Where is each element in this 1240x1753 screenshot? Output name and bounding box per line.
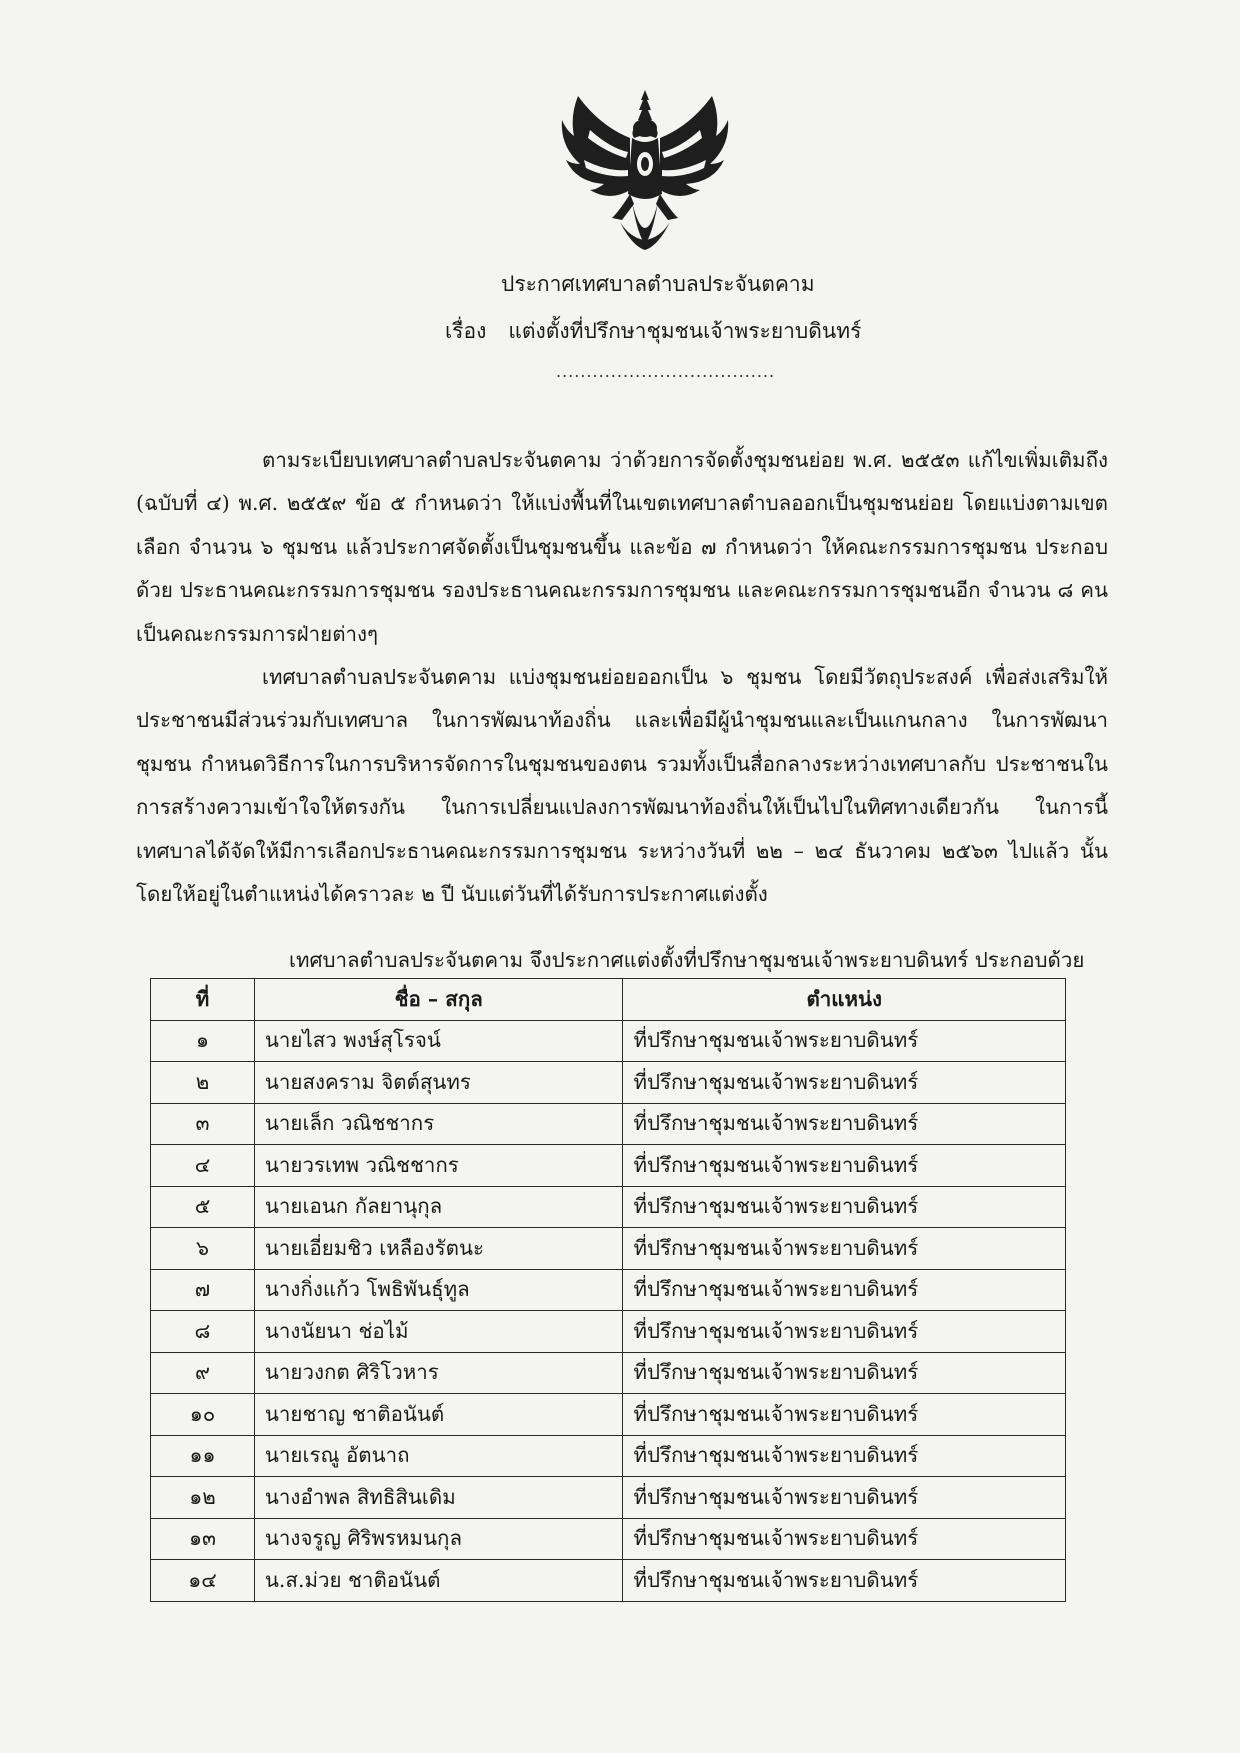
cell-position: ที่ปรึกษาชุมชนเจ้าพระยาบดินทร์ bbox=[623, 1311, 1066, 1353]
cell-name: นายชาญ ชาติอนันต์ bbox=[254, 1394, 623, 1436]
cell-name: นางจรูญ ศิริพรหมนกุล bbox=[254, 1518, 623, 1560]
subject-label: เรื่อง bbox=[445, 319, 487, 343]
cell-position: ที่ปรึกษาชุมชนเจ้าพระยาบดินทร์ bbox=[623, 1269, 1066, 1311]
table-row bbox=[151, 1518, 1066, 1560]
cell-position: ที่ปรึกษาชุมชนเจ้าพระยาบดินทร์ bbox=[623, 1145, 1066, 1187]
table-row bbox=[151, 1103, 1066, 1145]
header-number: ที่ bbox=[151, 979, 255, 1021]
announcement-subject bbox=[445, 315, 861, 348]
table-header-row bbox=[151, 979, 1066, 1021]
table-row bbox=[151, 1186, 1066, 1228]
cell-number: ๑๔ bbox=[151, 1560, 255, 1602]
cell-name: นายเอี่ยมชิว เหลืองรัตนะ bbox=[254, 1228, 623, 1270]
cell-number: ๑๐ bbox=[151, 1394, 255, 1436]
table-row bbox=[151, 1435, 1066, 1477]
cell-name: นางนัยนา ช่อไม้ bbox=[254, 1311, 623, 1353]
cell-name: นายไสว พงษ์สุโรจน์ bbox=[254, 1020, 623, 1062]
table-row bbox=[151, 1062, 1066, 1104]
cell-position: ที่ปรึกษาชุมชนเจ้าพระยาบดินทร์ bbox=[623, 1020, 1066, 1062]
table-row bbox=[151, 1269, 1066, 1311]
cell-number: ๔ bbox=[151, 1145, 255, 1187]
paragraph-purpose: เทศบาลตำบลประจันตคาม แบ่งชุมชนย่อยออกเป็น ๖ ชุมชน โดยมีวัตถุประสงค์ เพื่อส่งเสริมให้ประชาชนมีส่วนร่วมกับเทศบาล ในการพัฒนาท้องถิ่น และเพื่อมีผู้นำชุมชนและเป็นแกนกลาง ในการพัฒนาชุมชน กำหนดวิธีการในการบริหารจัดการในชุมชนของตน รวมทั้งเป็นสื่อกลางระหว่างเทศบาลกับ ประชาชนในการสร้างความเข้าใจให้ตรงกัน ในการเปลี่ยนแปลงการพัฒนาท้องถิ่นให้เป็นไปในทิศทางเดียวกัน ในการนี้ เทศบาลได้จัดให้มีการเลือกประธานคณะกรรมการชุมชน ระหว่างวันที่ ๒๒ – ๒๔ ธันวาคม ๒๕๖๓ ไปแล้ว นั้น โดยให้อยู่ในตำแหน่งได้คราวละ ๒ ปี นับแต่วันที่ได้รับการประกาศแต่งตั้ง bbox=[136, 664, 1108, 906]
cell-number: ๕ bbox=[151, 1186, 255, 1228]
cell-position: ที่ปรึกษาชุมชนเจ้าพระยาบดินทร์ bbox=[623, 1062, 1066, 1104]
cell-number: ๗ bbox=[151, 1269, 255, 1311]
paragraph-regulation: ตามระเบียบเทศบาลตำบลประจันตคาม ว่าด้วยการจัดตั้งชุมชนย่อย พ.ศ. ๒๕๕๓ แก้ไขเพิ่มเติมถึง (ฉบับที่ ๔) พ.ศ. ๒๕๕๙ ข้อ ๕ กำหนดว่า ให้แบ่งพื้นที่ในเขตเทศบาลตำบลออกเป็นชุมชนย่อย โดยแบ่งตามเขตเลือก จำนวน ๖ ชุมชน แล้วประกาศจัดตั้งเป็นชุมชนขึ้น และข้อ ๗ กำหนดว่า ให้คณะกรรมการชุมชน ประกอบด้วย ประธานคณะกรรมการชุมชน รองประธานคณะกรรมการชุมชน และคณะกรรมการชุมชนอีก จำนวน ๘ คน เป็นคณะกรรมการฝ่ายต่างๆ bbox=[136, 447, 1108, 646]
cell-number: ๘ bbox=[151, 1311, 255, 1353]
cell-number: ๑๓ bbox=[151, 1518, 255, 1560]
cell-number: ๖ bbox=[151, 1228, 255, 1270]
header-name: ชื่อ – สกุล bbox=[254, 979, 623, 1021]
cell-position: ที่ปรึกษาชุมชนเจ้าพระยาบดินทร์ bbox=[623, 1394, 1066, 1436]
table-row bbox=[151, 1352, 1066, 1394]
table-row bbox=[151, 1311, 1066, 1353]
cell-number: ๑๑ bbox=[151, 1435, 255, 1477]
cell-position: ที่ปรึกษาชุมชนเจ้าพระยาบดินทร์ bbox=[623, 1228, 1066, 1270]
announcement-title: ประกาศเทศบาลตำบลประจันตคาม bbox=[501, 272, 815, 296]
cell-position: ที่ปรึกษาชุมชนเจ้าพระยาบดินทร์ bbox=[623, 1352, 1066, 1394]
table-row bbox=[151, 1560, 1066, 1602]
cell-position: ที่ปรึกษาชุมชนเจ้าพระยาบดินทร์ bbox=[623, 1477, 1066, 1519]
table-row bbox=[151, 1477, 1066, 1519]
title-separator: .................................... bbox=[556, 362, 776, 381]
cell-name: นายเล็ก วณิชชากร bbox=[254, 1103, 623, 1145]
cell-number: ๓ bbox=[151, 1103, 255, 1145]
cell-name: นายวงกต ศิริโวหาร bbox=[254, 1352, 623, 1394]
cell-position: ที่ปรึกษาชุมชนเจ้าพระยาบดินทร์ bbox=[623, 1560, 1066, 1602]
cell-name: นายวรเทพ วณิชชากร bbox=[254, 1145, 623, 1187]
advisor-table bbox=[150, 978, 1066, 1602]
cell-name: นายเรณู อัตนาถ bbox=[254, 1435, 623, 1477]
cell-name: นายเอนก กัลยานุกุล bbox=[254, 1186, 623, 1228]
cell-name: น.ส.ม่วย ชาติอนันต์ bbox=[254, 1560, 623, 1602]
cell-position: ที่ปรึกษาชุมชนเจ้าพระยาบดินทร์ bbox=[623, 1435, 1066, 1477]
table-row bbox=[151, 1020, 1066, 1062]
table-row bbox=[151, 1228, 1066, 1270]
garuda-emblem-icon bbox=[560, 86, 730, 254]
cell-position: ที่ปรึกษาชุมชนเจ้าพระยาบดินทร์ bbox=[623, 1518, 1066, 1560]
paragraph-appointment: เทศบาลตำบลประจันตคาม จึงประกาศแต่งตั้งที่ปรึกษาชุมชนเจ้าพระยาบดินทร์ ประกอบด้วย bbox=[289, 947, 1085, 972]
cell-number: ๙ bbox=[151, 1352, 255, 1394]
cell-position: ที่ปรึกษาชุมชนเจ้าพระยาบดินทร์ bbox=[623, 1186, 1066, 1228]
subject-text: แต่งตั้งที่ปรึกษาชุมชนเจ้าพระยาบดินทร์ bbox=[508, 319, 862, 343]
cell-number: ๑ bbox=[151, 1020, 255, 1062]
cell-name: นางกิ่งแก้ว โพธิพันธุ์ทูล bbox=[254, 1269, 623, 1311]
table-row bbox=[151, 1145, 1066, 1187]
cell-number: ๑๒ bbox=[151, 1477, 255, 1519]
cell-name: นายสงคราม จิตต์สุนทร bbox=[254, 1062, 623, 1104]
cell-position: ที่ปรึกษาชุมชนเจ้าพระยาบดินทร์ bbox=[623, 1103, 1066, 1145]
cell-name: นางอำพล สิทธิสินเดิม bbox=[254, 1477, 623, 1519]
table-row bbox=[151, 1394, 1066, 1436]
header-position: ตำแหน่ง bbox=[623, 979, 1066, 1021]
cell-number: ๒ bbox=[151, 1062, 255, 1104]
